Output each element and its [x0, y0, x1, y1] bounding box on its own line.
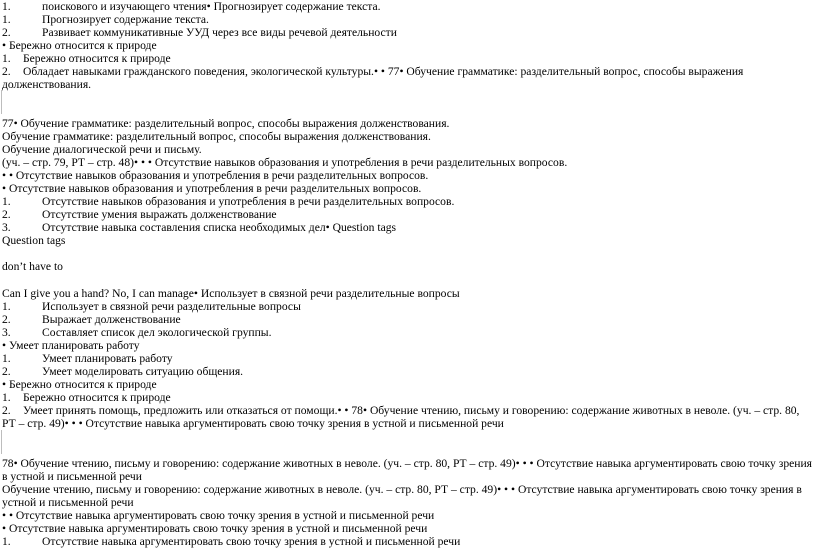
- list-number: 1.: [2, 300, 11, 313]
- list-item: [2, 313, 812, 326]
- separator-bar: [1, 430, 2, 454]
- list-number: 2.: [2, 365, 11, 378]
- list-text: поискового и изучающего чтения• Прогнозирует содержание текста.: [42, 0, 381, 13]
- list-text: Умеет планировать работу: [42, 352, 173, 365]
- list-text: Отсутствие навыка составления списка необходимых дел• Question tags: [42, 221, 397, 234]
- list-number: 3.: [2, 326, 11, 339]
- list-number: 1.: [2, 195, 11, 208]
- list-item: [2, 26, 812, 39]
- list-text: Отсутствие навыка аргументировать свою точку зрения в устной и письменной речи: [42, 535, 461, 548]
- text-line: 78• Обучение чтению, письму и говорению: содержание животных в неволе. (уч. – стр. 80, РТ – стр. 49)• • • Отсутствие навыка аргументировать свою точку зрения в устной и письменной речи: [2, 457, 813, 483]
- list-item: [2, 535, 812, 548]
- bullet-line: • Умеет планировать работу: [2, 339, 140, 352]
- list-text: Использует в связной речи разделительные вопросы: [42, 300, 301, 313]
- separator-bar: [1, 90, 2, 114]
- list-item: [2, 404, 812, 430]
- list-item: [2, 300, 812, 313]
- text-line: Question tags: [2, 234, 66, 247]
- text-line: don’t have to: [2, 260, 63, 273]
- list-number: 1.: [2, 13, 11, 26]
- list-text: Развивает коммуникативные УУД через все виды речевой деятельности: [42, 26, 397, 39]
- text-line: Обучение грамматике: разделительный вопрос, способы выражения долженствования.: [2, 130, 431, 143]
- list-item: [2, 13, 812, 26]
- list-item: [2, 326, 812, 339]
- list-item: [2, 208, 812, 221]
- list-item: [2, 52, 812, 65]
- list-item: [2, 352, 812, 365]
- list-text: Выражает долженствование: [42, 313, 181, 326]
- list-text: Составляет список дел экологической группы.: [42, 326, 272, 339]
- list-text: Отсутствие умения выражать долженствование: [42, 208, 277, 221]
- list-text: Бережно относится к природе: [23, 52, 171, 65]
- list-item: [2, 221, 812, 234]
- bullet-line: • Отсутствие навыков образования и употребления в речи разделительных вопросов.: [2, 182, 422, 195]
- list-number: 2.: [2, 26, 11, 39]
- list-item: [2, 65, 812, 91]
- bullet-line: • Бережно относится к природе: [2, 39, 157, 52]
- list-text: Умеет принять помощь, предложить или отказаться от помощи.• • 78• Обучение чтению, письму и говорению: содержание животных в неволе. (уч. – стр. 80, РТ – стр. 49)• • • Отсутствие навыка аргументировать свою точку зрения в устной и письменной речи: [2, 404, 800, 430]
- list-number: 3.: [2, 221, 11, 234]
- list-text: Умеет моделировать ситуацию общения.: [42, 365, 244, 378]
- text-line: Обучение чтению, письму и говорению: содержание животных в неволе. (уч. – стр. 80, РТ – стр. 49)• • • Отсутствие навыка аргументировать свою точку зрения в устной и письменной речи: [2, 483, 802, 509]
- list-number: 2.: [2, 313, 11, 326]
- list-item: [2, 0, 812, 13]
- list-item: [2, 195, 812, 208]
- list-item: [2, 365, 812, 378]
- text-line: Can I give you a hand? No, I can manage• Использует в связной речи разделительные вопросы: [2, 287, 460, 300]
- list-text: Обладает навыками гражданского поведения, экологической культуры.• • 77• Обучение грамматике: разделительный вопрос, способы выражения долженствования.: [2, 65, 744, 91]
- list-number: 1.: [2, 391, 11, 404]
- bullet-line: • • Отсутствие навыка аргументировать свою точку зрения в устной и письменной речи: [2, 509, 435, 522]
- bullet-line: • • Отсутствие навыков образования и употребления в речи разделительных вопросов.: [2, 169, 429, 182]
- list-item: [2, 391, 812, 404]
- list-text: Бережно относится к природе: [23, 391, 171, 404]
- list-number: 2.: [2, 208, 11, 221]
- text-line: Обучение диалогической речи и письму.: [2, 143, 202, 156]
- list-number: 2.: [2, 404, 11, 417]
- list-number: 1.: [2, 52, 11, 65]
- list-number: 1.: [2, 352, 11, 365]
- list-number: 1.: [2, 535, 11, 548]
- list-number: 1.: [2, 0, 11, 13]
- list-text: Отсутствие навыков образования и употребления в речи разделительных вопросов.: [42, 195, 455, 208]
- bullet-line: • Отсутствие навыка аргументировать свою точку зрения в устной и письменной речи: [2, 522, 428, 535]
- text-line: 77• Обучение грамматике: разделительный вопрос, способы выражения долженствования.: [2, 117, 450, 130]
- list-text: Прогнозирует содержание текста.: [42, 13, 209, 26]
- list-number: 2.: [2, 65, 11, 78]
- bullet-line: • Бережно относится к природе: [2, 378, 157, 391]
- text-line: (уч. – стр. 79, РТ – стр. 48)• • • Отсутствие навыков образования и употребления в речи разделительных вопросов.: [2, 156, 568, 169]
